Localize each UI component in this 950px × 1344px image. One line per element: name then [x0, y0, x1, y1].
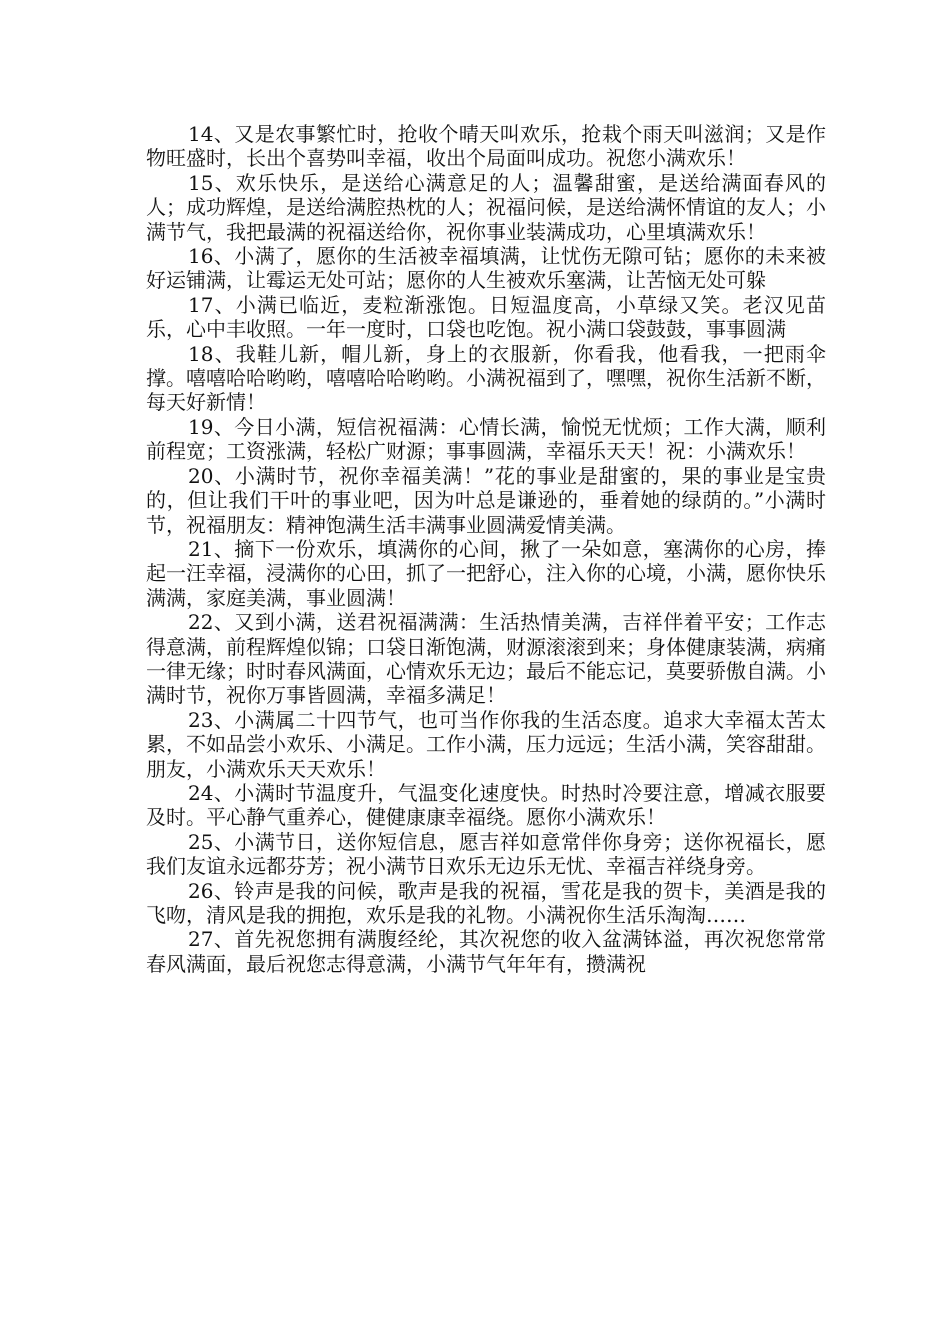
paragraph-18: 18、我鞋儿新，帽儿新，身上的衣服新，你看我，他看我，一把雨伞撑。嘻嘻哈哈哟哟，嘻嘻哈哈哟哟。小满祝福到了，嘿嘿，祝你生活新不断，每天好新情！ [146, 341, 826, 415]
paragraph-22: 22、又到小满，送君祝福满满：生活热情美满，吉祥伴着平安；工作志得意满，前程辉煌似锦；口袋日渐饱满，财源滚滚到来；身体健康装满，病痛一律无缘；时时春风满面，心情欢乐无边；最后不能忘记，莫要骄傲自满。小满时节，祝你万事皆圆满，幸福多满足！ [146, 610, 826, 708]
paragraph-24: 24、小满时节温度升，气温变化速度快。时热时冷要注意，增减衣服要及时。平心静气重养心，健健康康幸福绕。愿你小满欢乐！ [146, 780, 826, 830]
paragraph-15: 15、欢乐快乐，是送给心满意足的人；温馨甜蜜，是送给满面春风的人；成功辉煌，是送给满腔热枕的人；祝福问候，是送给满怀情谊的友人；小满节气，我把最满的祝福送给你，祝你事业装满成功，心里填满欢乐！ [146, 170, 826, 244]
document-body [146, 122, 826, 976]
paragraph-14: 14、又是农事繁忙时，抢收个晴天叫欢乐，抢栽个雨天叫滋润；又是作物旺盛时，长出个喜势叫幸福，收出个局面叫成功。祝您小满欢乐！ [146, 122, 826, 171]
paragraph-21: 21、摘下一份欢乐，填满你的心间，揪了一朵如意，塞满你的心房，捧起一汪幸福，浸满你的心田，抓了一把舒心，注入你的心境，小满，愿你快乐满满，家庭美满，事业圆满！ [146, 536, 826, 610]
paragraph-23: 23、小满属二十四节气，也可当作你我的生活态度。追求大幸福太苦太累，不如品尝小欢乐、小满足。工作小满，压力远远；生活小满，笑容甜甜。朋友，小满欢乐天天欢乐！ [146, 707, 826, 781]
paragraph-27: 27、首先祝您拥有满腹经纶，其次祝您的收入盆满钵溢，再次祝您常常春风满面，最后祝您志得意满，小满节气年年有，攒满祝 [146, 927, 826, 976]
paragraph-16: 16、小满了，愿你的生活被幸福填满，让忧伤无隙可钻；愿你的未来被好运铺满，让霉运无处可站；愿你的人生被欢乐塞满，让苦恼无处可躲 [146, 244, 826, 293]
paragraph-17: 17、小满已临近，麦粒渐涨饱。日短温度高，小草绿又笑。老汉见苗乐，心中丰收照。一年一度时，口袋也吃饱。祝小满口袋鼓鼓，事事圆满 [146, 292, 826, 342]
paragraph-20: 20、小满时节，祝你幸福美满！”花的事业是甜蜜的，果的事业是宝贵的，但让我们干叶的事业吧，因为叶总是谦逊的，垂着她的绿荫的。”小满时节，祝福朋友：精神饱满生活丰满事业圆满爱情美满。 [146, 463, 826, 537]
paragraph-19: 19、今日小满，短信祝福满：心情长满，愉悦无忧烦；工作大满，顺利前程宽；工资涨满，轻松广财源；事事圆满，幸福乐天天！祝：小满欢乐！ [146, 414, 826, 464]
paragraph-25: 25、小满节日，送你短信息，愿吉祥如意常伴你身旁；送你祝福长，愿我们友谊永远都芬芳；祝小满节日欢乐无边乐无忧、幸福吉祥绕身旁。 [146, 829, 826, 879]
paragraph-26: 26、铃声是我的问候，歌声是我的祝福，雪花是我的贺卡，美酒是我的飞吻，清风是我的拥抱，欢乐是我的礼物。小满祝你生活乐淘淘…… [146, 878, 826, 927]
